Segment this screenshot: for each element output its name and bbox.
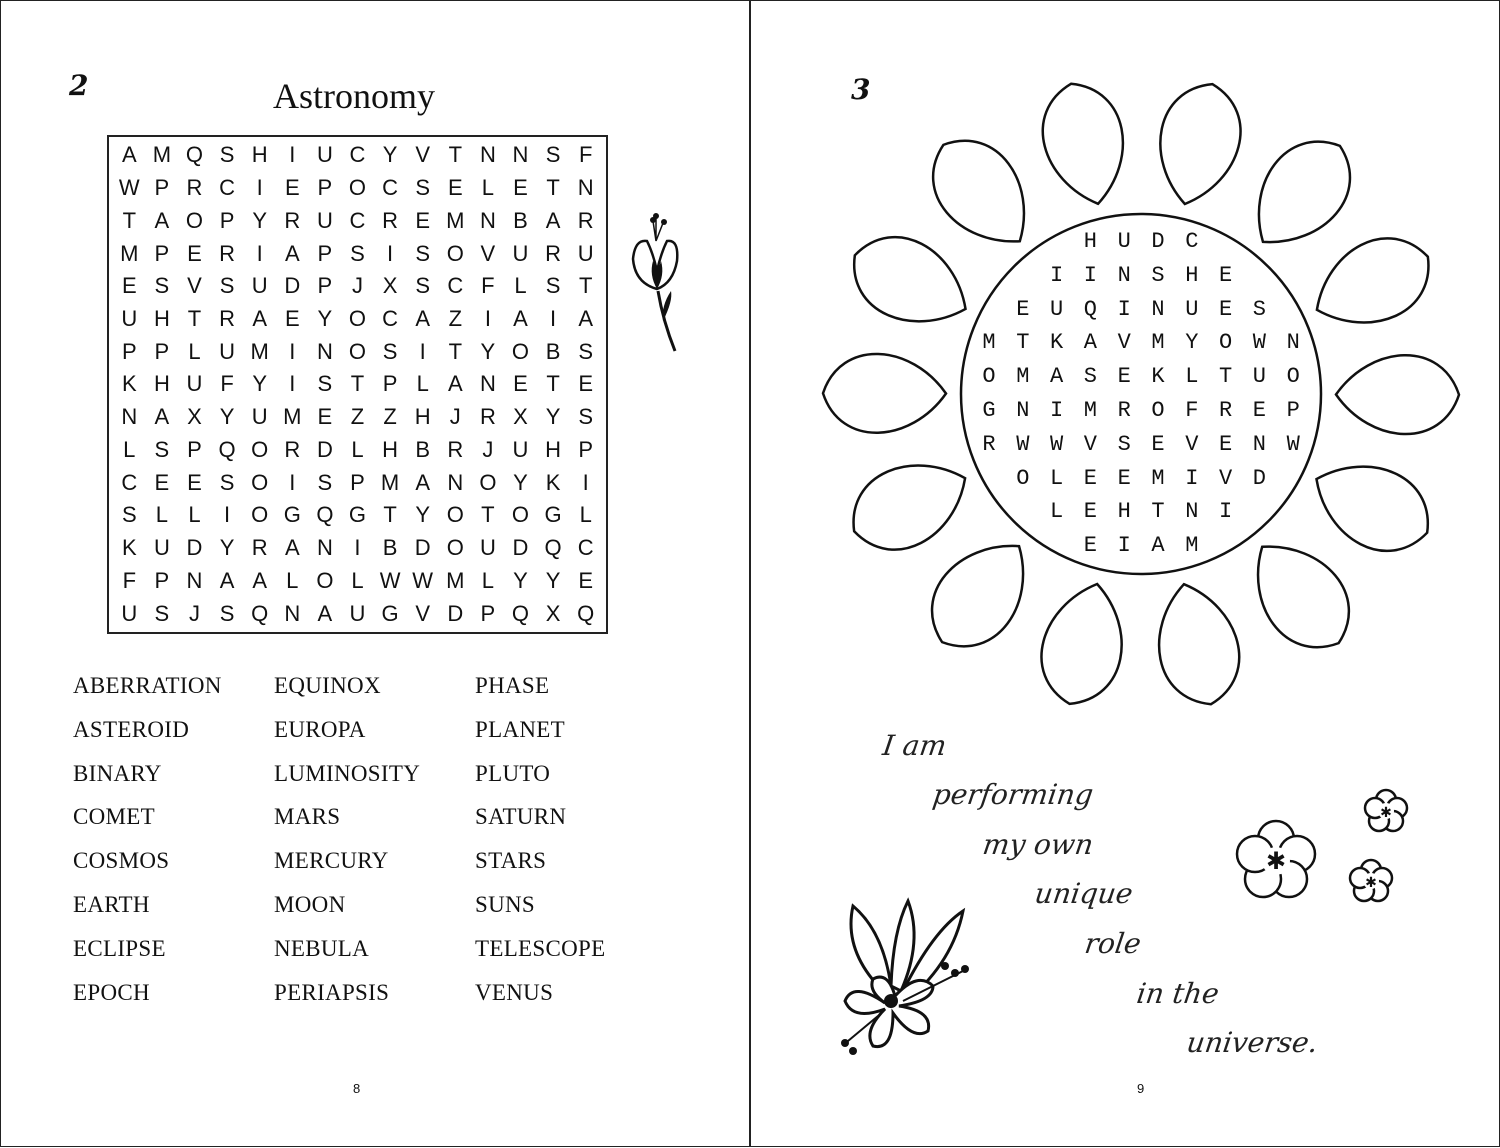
grid-letter: O [446,535,464,561]
grid-letter: H [153,371,170,397]
grid-letter: O [316,567,334,593]
grid-letter: Q [544,535,562,561]
grid-letter: H [153,306,170,332]
grid-letter: J [351,273,363,299]
grid-letter: S [317,469,333,495]
grid-letter: B [513,207,528,233]
grid-letter: U [153,535,170,561]
grid-letter: E [187,240,202,266]
grid-letter: L [481,567,495,593]
right-page [750,0,1500,1147]
grid-letter: P [317,175,333,201]
grid-letter: E [154,469,170,495]
affirmation-line: role [1082,927,1144,960]
grid-letter: C [219,175,236,201]
grid-letter: I [550,306,557,332]
grid-letter: B [382,535,398,561]
grid-row: LEHTNI [1050,499,1253,525]
grid-letter: R [577,207,594,233]
word-list-item: MOON [274,892,346,917]
grid-letter: X [513,404,528,430]
flower-sprig-icon [623,211,683,359]
grid-letter: L [416,371,429,397]
word-list-item: STARS [475,848,547,874]
grid-letter: A [447,371,463,397]
grid-letter: S [154,600,170,626]
petal [912,120,1050,265]
grid-letter: S [219,142,235,168]
grid-letter: M [446,207,465,233]
grid-letter: T [383,502,397,528]
puzzle-number: 3 [851,73,871,106]
grid-letter: G [381,600,399,626]
grid-letter: N [479,142,496,168]
grid-letter: P [480,600,496,626]
grid-letter: K [545,469,561,495]
grid-letter: I [224,502,231,528]
petal [1299,444,1444,569]
grid-letter: S [154,273,170,299]
grid-letter: K [121,535,137,561]
svg-text:✱: ✱ [1380,804,1392,820]
grid-letter: N [316,535,333,561]
grid-letter: P [187,436,202,462]
grid-letter: S [415,240,431,266]
grid-letter: F [122,567,137,593]
grid-letter: O [511,502,530,528]
grid-letter: U [186,371,203,397]
grid-letter: R [479,404,496,430]
grid-letter: R [447,436,464,462]
grid-letter: L [188,338,201,364]
small-flowers-icon [1231,781,1411,921]
grid-letter: D [414,535,431,561]
petal [911,522,1049,667]
grid-letter: U [121,600,138,626]
grid-letter: G [283,502,301,528]
grid-letter: P [154,175,170,201]
grid-letter: O [185,207,204,233]
grid-letter: R [545,240,562,266]
grid-letter: I [354,535,361,561]
flower-bouquet-icon [833,891,973,1061]
page-number: 8 [353,1081,361,1096]
grid-letter: Y [513,469,528,495]
grid-letter: C [349,207,366,233]
grid-letter: L [351,436,364,462]
grid-letter: G [348,502,367,528]
grid-letter: A [121,142,137,168]
grid-letter: Q [577,600,595,626]
word-list-item: VENUS [475,979,554,1005]
petal [1031,575,1135,713]
grid-letter: O [251,502,269,528]
grid-letter: F [578,142,593,168]
grid-letter: U [512,436,529,462]
grid-letter: S [545,142,561,168]
grid-letter: H [414,404,431,430]
word-list-item: MARS [274,804,341,830]
grid-letter: Q [511,600,530,626]
grid-letter: R [251,535,268,561]
grid-letter: A [317,600,333,626]
grid-letter: U [349,600,366,626]
grid-letter: S [317,371,333,397]
petal [1336,355,1459,434]
grid-letter: S [545,273,561,299]
grid-letter: R [284,436,301,462]
grid-letter: N [577,175,594,201]
grid-letter: A [154,404,170,430]
grid-letter: I [387,240,394,266]
grid-letter: M [446,567,465,593]
petal [1300,221,1445,345]
grid-letter: I [256,175,263,201]
grid-letter: D [316,436,333,462]
grid-letter: X [187,404,202,430]
grid-letter: C [577,535,594,561]
grid-letter: M [283,404,302,430]
grid-letter: L [188,502,201,528]
grid-letter: Q [316,502,334,528]
grid-letter: Z [448,306,463,332]
grid-letter: N [479,371,496,397]
grid-letter: S [415,175,431,201]
grid-letter: Y [252,207,268,233]
grid-letter: D [447,600,464,626]
grid-letter: O [348,175,367,201]
petal [1145,576,1249,713]
grid-letter: A [252,567,268,593]
grid-letter: W [379,567,401,593]
grid-row: MTKAVMYOWN [982,330,1321,356]
word-list-item: MERCURY [274,848,389,874]
grid-letter: R [186,175,203,201]
affirmation-line: my own [980,828,1096,861]
grid-letter: U [316,207,333,233]
grid-letter: J [188,600,200,626]
grid-letter: U [251,273,268,299]
affirmation-line: performing [930,778,1096,811]
petal [1232,121,1370,266]
grid-letter: N [186,567,203,593]
word-list-item: NEBULA [274,935,370,961]
grid-letter: Y [219,404,235,430]
grid-letter: L [579,502,592,528]
grid-letter: T [448,338,463,364]
grid-letter: M [250,338,269,364]
grid-letter: L [514,273,527,299]
word-list-item: EQUINOX [274,673,381,698]
grid-letter: U [316,142,333,168]
puzzle-title: Astronomy [273,76,435,116]
grid-letter: U [251,404,268,430]
word-list-item: PLUTO [475,760,551,786]
grid-letter: N [512,142,529,168]
affirmation-line: universe. [1184,1026,1320,1059]
svg-text:✱: ✱ [1265,848,1287,875]
svg-text:✱: ✱ [1365,874,1377,890]
grid-letter: Q [251,600,269,626]
grid-letter: L [155,502,169,528]
grid-letter: Q [185,142,204,168]
grid-letter: T [448,142,463,168]
grid-letter: I [582,469,589,495]
grid-letter: P [382,371,398,397]
grid-letter: C [382,306,399,332]
grid-letter: L [286,567,299,593]
petal [837,443,982,567]
grid-letter: E [447,175,463,201]
grid-letter: C [121,469,138,495]
grid-letter: N [479,207,496,233]
grid-letter: Y [545,567,561,593]
grid-letter: T [481,502,495,528]
grid-letter: Y [382,142,398,168]
petal [1146,75,1250,213]
grid-letter: A [513,306,528,332]
grid-letter: N [121,404,138,430]
grid-letter: C [349,142,366,168]
grid-letter: O [348,306,367,332]
grid-letter: T [546,371,560,397]
grid-letter: Q [218,436,236,462]
grid-letter: R [284,207,301,233]
grid-letter: I [289,338,296,364]
grid-row: RWWVSEVENW [982,431,1321,457]
grid-letter: O [446,240,464,266]
grid-letter: O [251,436,269,462]
grid-letter: L [481,175,495,201]
grid-letter: L [351,567,364,593]
grid-row: OMASEKLTUO [982,364,1321,390]
word-list-item: COSMOS [73,848,170,874]
grid-letter: A [284,240,300,266]
grid-letter: E [513,175,528,201]
petal [838,220,983,345]
word-list-item: BINARY [73,760,162,786]
grid-letter: F [481,273,495,299]
word-search-grid [107,135,608,634]
grid-letter: E [284,306,300,332]
grid-letter: Y [252,371,268,397]
grid-letter: N [447,469,464,495]
grid-letter: N [316,338,333,364]
grid-row: EIAM [1083,533,1220,559]
grid-letter: I [289,469,296,495]
grid-letter: A [545,207,561,233]
grid-letter: S [382,338,398,364]
word-list-item: PHASE [475,673,550,698]
grid-letter: M [120,240,139,266]
affirmation-line: unique [1032,877,1135,910]
grid-letter: R [382,207,399,233]
grid-row: OLEEMIVD [1016,465,1287,491]
grid-letter: E [578,567,594,593]
grid-letter: Y [219,535,235,561]
grid-letter: K [121,371,137,397]
grid-letter: T [122,207,137,233]
grid-letter: H [545,436,562,462]
affirmation-line: in the [1134,977,1222,1010]
grid-letter: P [154,567,170,593]
grid-letter: P [154,338,170,364]
grid-letter: P [154,240,170,266]
grid-letter: Y [513,567,528,593]
grid-letter: S [219,273,235,299]
grid-letter: B [415,436,431,462]
word-list-item: PLANET [475,716,565,742]
grid-letter: F [220,371,234,397]
grid-row: HUDC [1083,229,1220,254]
grid-letter: S [578,404,594,430]
grid-letter: Y [415,502,431,528]
grid-letter: T [546,175,560,201]
grid-letter: X [382,273,398,299]
grid-letter: B [545,338,561,364]
grid-letter: J [482,436,494,462]
grid-letter: P [121,338,137,364]
grid-letter: D [186,535,203,561]
grid-letter: U [577,240,594,266]
grid-letter: S [578,338,594,364]
grid-letter: O [446,502,464,528]
grid-letter: Y [317,306,333,332]
word-list-item: ABERRATION [73,673,222,698]
grid-letter: Y [480,338,496,364]
word-list-item: COMET [73,804,155,830]
petal [1231,522,1369,667]
grid-letter: R [219,240,236,266]
grid-letter: A [252,306,268,332]
grid-letter: P [219,207,235,233]
grid-letter: H [382,436,399,462]
grid-letter: E [513,371,528,397]
grid-letter: E [578,371,594,397]
grid-letter: I [419,338,426,364]
grid-letter: S [154,436,170,462]
grid-letter: E [121,273,137,299]
grid-letter: O [251,469,269,495]
petal [1033,75,1137,212]
grid-letter: V [480,240,496,266]
grid-letter: I [289,142,296,168]
grid-row: IINSHE [1050,262,1253,288]
grid-letter: R [219,306,236,332]
grid-letter: D [512,535,529,561]
grid-letter: N [284,600,301,626]
grid-letter: P [350,469,365,495]
grid-letter: D [284,273,301,299]
grid-letter: O [348,338,367,364]
grid-letter: S [121,502,137,528]
grid-letter: P [578,436,594,462]
left-page [0,0,750,1147]
grid-letter: Z [383,404,397,430]
grid-letter: A [578,306,594,332]
grid-letter: H [251,142,268,168]
grid-letter: E [187,469,202,495]
word-list-item: EPOCH [73,979,150,1005]
word-list-item: ASTEROID [73,716,190,742]
grid-letter: A [284,535,300,561]
grid-letter: P [317,240,333,266]
grid-letter: C [447,273,464,299]
page-number: 9 [1137,1081,1145,1096]
grid-letter: G [544,502,562,528]
grid-letter: Z [350,404,365,430]
grid-letter: I [256,240,263,266]
grid-letter: S [350,240,365,266]
grid-letter: M [152,142,172,168]
grid-letter: I [289,371,296,397]
grid-letter: T [578,273,593,299]
grid-letter: O [511,338,530,364]
word-list-item: TELESCOPE [475,935,606,961]
grid-letter: O [479,469,497,495]
word-list-item: LUMINOSITY [274,760,421,786]
grid-letter: U [479,535,496,561]
puzzle-number: 2 [69,69,89,102]
grid-letter: S [219,600,235,626]
grid-letter: P [317,273,333,299]
grid-letter: V [187,273,202,299]
grid-letter: U [512,240,529,266]
grid-letter: X [545,600,561,626]
grid-letter: S [415,273,431,299]
grid-letter: T [187,306,202,332]
grid-letter: T [350,371,365,397]
grid-letter: A [415,306,431,332]
grid-letter: E [284,175,300,201]
word-list-item: EUROPA [274,716,366,742]
grid-letter: L [123,436,136,462]
grid-letter: M [380,469,400,495]
petal [823,354,946,433]
word-list-item: SUNS [475,892,536,917]
grid-letter: A [415,469,431,495]
grid-letter: W [412,567,434,593]
affirmation-line: I am [880,729,949,762]
grid-letter: A [219,567,235,593]
grid-letter: V [415,600,431,626]
word-list-item: SATURN [475,804,567,830]
grid-row: GNIMROFREP [982,398,1321,423]
grid-letter: I [484,306,491,332]
grid-letter: J [449,404,461,430]
word-list-item: EARTH [73,892,150,917]
grid-letter: Y [545,404,561,430]
grid-letter: S [219,469,235,495]
word-list-item: ECLIPSE [73,935,166,961]
grid-letter: U [121,306,138,332]
grid-letter: A [154,207,170,233]
grid-row: EUQINUES [1016,296,1287,322]
grid-letter: V [415,142,431,168]
grid-letter: C [382,175,399,201]
grid-letter: E [415,207,431,233]
word-list-item: PERIAPSIS [274,979,390,1005]
grid-letter: W [118,175,140,201]
grid-letter: E [317,404,333,430]
grid-letter: U [219,338,236,364]
